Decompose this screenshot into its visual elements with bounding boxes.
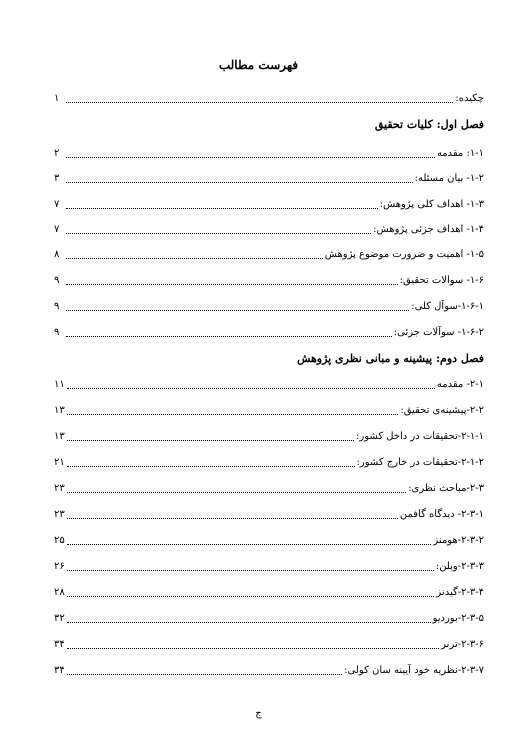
toc-entry <box>54 454 484 470</box>
toc-entry-page: ۱۳ <box>54 405 65 416</box>
toc-entry-page: ۲۶ <box>54 561 65 572</box>
toc-entry-page: ۱ <box>54 93 60 104</box>
toc-entry-label: ۲-۳-۴-گیدنز <box>436 587 484 598</box>
toc-entry-label: ۲-۳-۳-وبلن: <box>435 561 484 572</box>
toc-entry <box>54 376 484 392</box>
dot-leader <box>67 492 406 493</box>
dot-leader <box>67 622 431 623</box>
toc-entry-page: ۹ <box>54 275 60 286</box>
toc-entry-label: ۲-۳-۷-نظریه خود آیینه سان کولی: <box>344 665 484 676</box>
toc-entry-label: ۲-۱- مقدمه <box>436 379 484 390</box>
toc-entry-page: ۲۳ <box>54 509 65 520</box>
toc-entry-label: ۱-۳- اهداف کلی پژوهش: <box>379 199 484 210</box>
dot-leader <box>67 414 399 415</box>
toc-entry <box>54 662 484 678</box>
toc-entry <box>54 196 484 212</box>
toc-entry-abstract <box>54 90 484 106</box>
toc-entry <box>54 584 484 600</box>
toc-entry-label: ۲-۳-مباحث نظری: <box>408 483 484 494</box>
dot-leader <box>66 233 371 234</box>
dot-leader <box>66 182 413 183</box>
toc-entry-page: ۷ <box>54 199 60 210</box>
page-title: فهرست مطالب <box>218 58 299 72</box>
toc-entry-page: ۱۱ <box>54 379 65 390</box>
toc-entry-page: ۲۳ <box>54 483 65 494</box>
dot-leader <box>67 440 354 441</box>
toc-entry-label: ۱-۱: مقدمه <box>436 148 484 159</box>
toc-entry-page: ۹ <box>54 301 60 312</box>
dot-leader <box>66 336 392 337</box>
toc-entry <box>54 636 484 652</box>
toc-entry <box>54 272 484 288</box>
dot-leader <box>67 570 434 571</box>
toc-entry-label: ۱-۵- اهمیت و ضرورت موضوع پژوهش <box>324 249 484 260</box>
toc-entry-label: چکیده: <box>455 93 484 104</box>
dot-leader <box>66 208 378 209</box>
dot-leader <box>66 284 398 285</box>
toc-entry-label: ۲-۳-۵-بوردیو <box>432 613 484 624</box>
toc-entry <box>54 610 484 626</box>
dot-leader <box>67 466 355 467</box>
toc-entry-page: ۲۸ <box>54 587 65 598</box>
dot-leader <box>67 544 432 545</box>
toc-entry-label: ۱-۶- سوالات تحقیق: <box>399 275 484 286</box>
chapter-1-heading: فصل اول: کلیات تحقیق <box>374 118 484 131</box>
dot-leader <box>67 596 435 597</box>
toc-entry <box>54 402 484 418</box>
toc-entry-page: ۷ <box>54 224 60 235</box>
toc-entry-page: ۲ <box>54 148 60 159</box>
toc-entry <box>54 324 484 340</box>
toc-entry-page: ۹ <box>54 327 60 338</box>
dot-leader <box>67 388 435 389</box>
toc-entry-page: ۳۴ <box>54 665 65 676</box>
toc-entry <box>54 170 484 186</box>
toc-entry-label: ۱-۴- اهداف جزئی پژوهش: <box>373 224 484 235</box>
toc-entry <box>54 506 484 522</box>
toc-entry-page: ۱۳ <box>54 431 65 442</box>
toc-entry-page: ۸ <box>54 249 60 260</box>
toc-entry-label: ۱-۲- بیان مسئله: <box>414 173 484 184</box>
toc-entry-label: ۱-۶-۱-سوآل کلی: <box>411 301 484 312</box>
toc-entry-page: ۲۵ <box>54 535 65 546</box>
toc-entry-label: ۲-۳-۲-هومنز <box>433 535 484 546</box>
toc-entry <box>54 246 484 262</box>
dot-leader <box>66 102 453 103</box>
dot-leader <box>66 310 409 311</box>
toc-entry-label: ۱-۶-۲- سوآلات جزئی: <box>393 327 484 338</box>
toc-entry-label: ۲-۳-۶-ترنر <box>441 639 484 650</box>
toc-entry <box>54 221 484 237</box>
toc-entry <box>54 428 484 444</box>
toc-entry-label: ۲-۲-پیشینه‌ی تحقیق: <box>400 405 484 416</box>
page-number: ج <box>255 708 262 719</box>
toc-entry-page: ۳۲ <box>54 613 65 624</box>
toc-entry <box>54 145 484 161</box>
toc-entry <box>54 532 484 548</box>
dot-leader <box>67 674 342 675</box>
toc-entry <box>54 298 484 314</box>
toc-entry-page: ۲۱ <box>54 457 65 468</box>
dot-leader <box>66 157 435 158</box>
toc-entry-page: ۳۴ <box>54 639 65 650</box>
toc-entry <box>54 558 484 574</box>
dot-leader <box>67 518 398 519</box>
toc-entry-page: ۳ <box>54 173 60 184</box>
toc-entry <box>54 480 484 496</box>
dot-leader <box>67 648 439 649</box>
toc-entry-label: ۲-۱-۱-تحقیقات در داخل کشور: <box>356 431 484 442</box>
chapter-2-heading: فصل دوم: پیشینه و مبانی نظری پژوهش <box>296 352 484 365</box>
toc-entry-label: ۲-۱-۲-تحقیقات در خارج کشور: <box>356 457 484 468</box>
dot-leader <box>66 258 323 259</box>
toc-entry-label: ۲-۳-۱- دیدگاه گافمن <box>399 509 484 520</box>
